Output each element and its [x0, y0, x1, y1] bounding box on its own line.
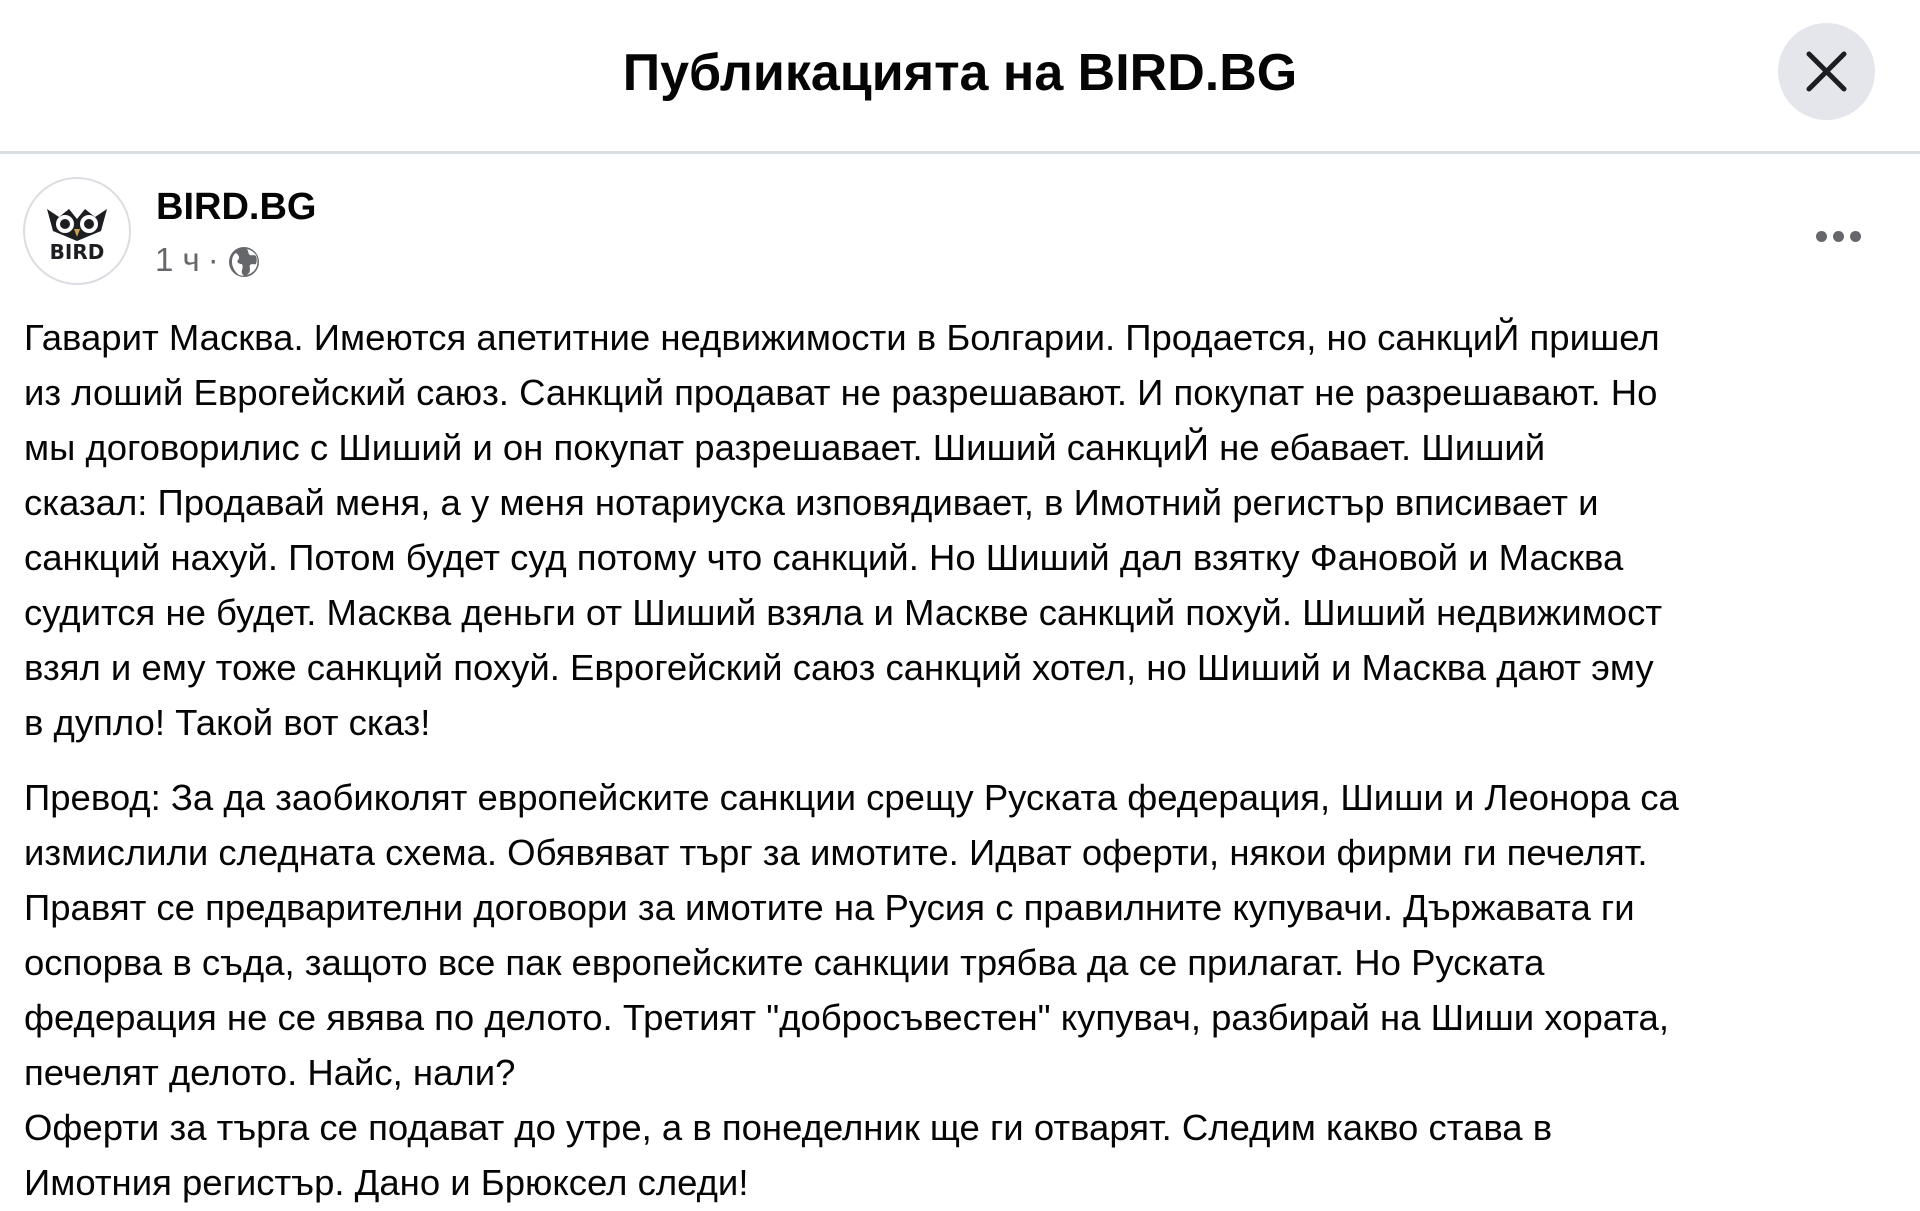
post-line: федерация не се явява по делото. Третият "добросъвестен" купувач, разбирай на Шиши хората,	[24, 997, 1669, 1038]
dialog-title: Публикацията на BIRD.BG	[622, 44, 1298, 102]
post-line: Превод: За да заобиколят европейските санкции срещу Руската федерация, Шиши и Леонора са	[24, 777, 1679, 818]
post-line: оспорва в съда, защото все пак европейските санкции трябва да се прилагат. Но Руската	[24, 942, 1545, 983]
post-line: Оферти за търга се подават до утре, а в понеделник ще ги отварят. Следим какво става в	[24, 1107, 1553, 1148]
globe-icon[interactable]	[227, 245, 261, 279]
close-button[interactable]	[1778, 23, 1875, 120]
post-paragraph-2	[24, 770, 1904, 1210]
post-line: сказал: Продавай меня, а у меня нотариуска изповядивает, в Имотний регистър вписивает и	[24, 482, 1599, 523]
post-line: печелят делото. Найс, нали?	[24, 1052, 516, 1093]
close-icon	[1804, 49, 1849, 94]
post-line: Имотния регистър. Дано и Брюксел следи!	[24, 1162, 749, 1203]
post-line: санкций нахуй. Потом будет суд потому что санкций. Но Шиший дал взятку Фановой и Масква	[24, 537, 1624, 578]
post-timestamp[interactable]: 1 ч	[155, 241, 200, 278]
more-options-button[interactable]	[1800, 207, 1876, 263]
post-meta	[155, 239, 261, 281]
post-line: в дупло! Такой вот сказ!	[24, 702, 431, 743]
post-line: Гаварит Масква. Имеются апетитние недвижимости в Болгарии. Продается, но санкциЙ пришел	[24, 317, 1660, 358]
more-options-icon-dot	[1850, 231, 1861, 242]
page-avatar[interactable]	[23, 177, 131, 285]
meta-separator: ·	[207, 241, 219, 278]
post-message	[24, 310, 1904, 1210]
post	[0, 157, 1920, 1211]
post-line: измислили следната схема. Обявяват търг за имотите. Идват оферти, някои фирми ги печелят.	[24, 832, 1648, 873]
post-line: взял и ему тоже санкций похуй. Еврогейский саюз санкций хотел, но Шиший и Масква дают эму	[24, 647, 1654, 688]
more-options-icon-dot	[1816, 231, 1827, 242]
more-options-icon-dot	[1833, 231, 1844, 242]
post-paragraph-1	[24, 310, 1904, 750]
post-line: из лоший Еврогейский саюз. Санкций продават не разрешавают. И покупат не разрешавают. Но	[24, 372, 1658, 413]
post-line: Правят се предварителни договори за имотите на Русия с правилните купувачи. Държавата ги	[24, 887, 1635, 928]
dialog-header	[0, 0, 1920, 154]
avatar-logo-text: BIRD	[49, 240, 105, 264]
bird-logo-icon	[25, 179, 129, 283]
post-line: мы договорилис с Шиший и он покупат разрешавает. Шиший санкциЙ не ебавает. Шиший	[24, 427, 1546, 468]
page-name-link[interactable]: BIRD.BG	[156, 186, 317, 228]
post-line: судится не будет. Масква деньги от Шиший взяла и Маскве санкций похуй. Шиший недвижимост	[24, 592, 1663, 633]
